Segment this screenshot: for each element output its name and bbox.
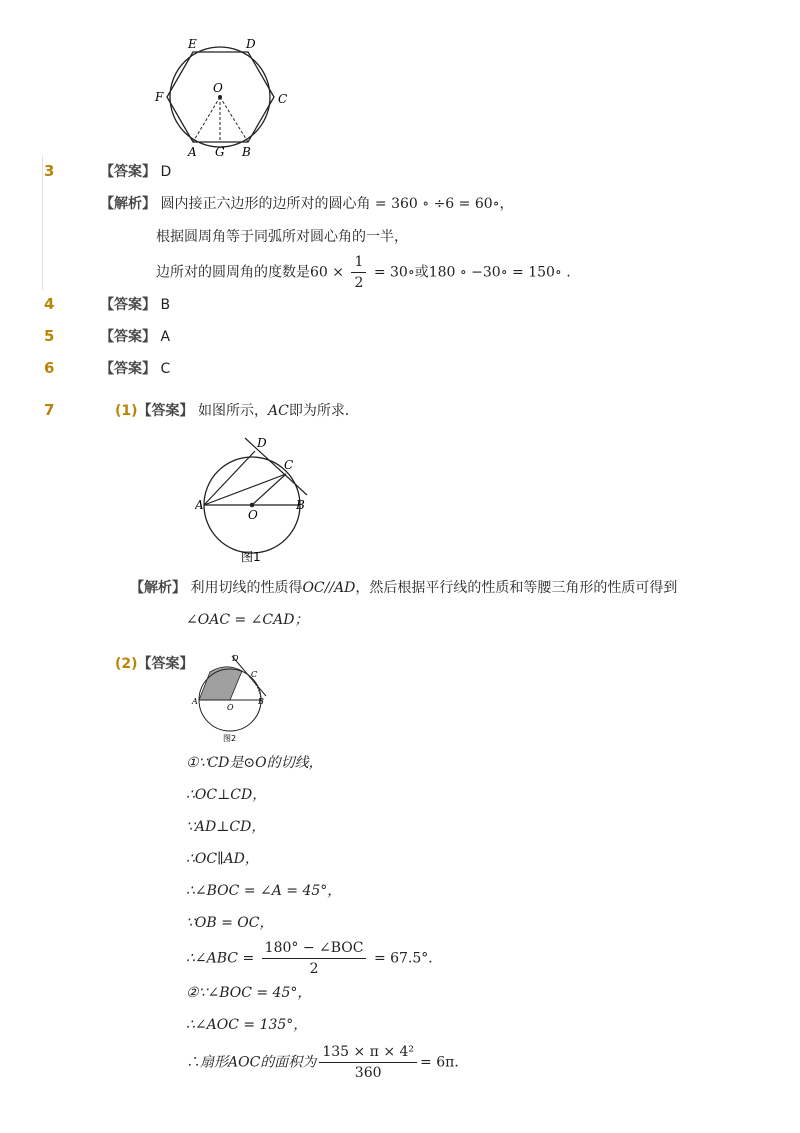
fig1-label-B: B	[296, 498, 305, 512]
q7-s7-pre: ∴∠ABC =	[186, 950, 255, 967]
q3-l3-or: 或	[414, 264, 429, 281]
fraction-abc	[262, 938, 367, 979]
q3-l3-mid: = 30∘	[373, 264, 415, 281]
q4-answer: B	[160, 297, 171, 313]
analysis-label: 【解析】	[100, 196, 156, 212]
q7-step-10	[186, 1042, 468, 1083]
q3-answer-row	[100, 162, 171, 182]
left-rule	[42, 155, 43, 290]
q7-step-8: ②∵∠BOC = 45°，	[186, 985, 312, 1001]
label-G: G	[215, 145, 225, 159]
q7-s10-post: = 6π．	[420, 1054, 469, 1071]
question-number-6: 6	[44, 359, 55, 377]
fraction-area	[319, 1042, 417, 1083]
fig2-label-B: B	[258, 697, 264, 706]
question-number-7: 7	[44, 401, 55, 419]
q7-step-9: ∴∠AOC = 135°，	[186, 1017, 308, 1033]
q7-step-3: ∵AD⊥CD，	[186, 819, 266, 835]
fraction-numerator: 135 × π × 4²	[319, 1042, 417, 1063]
q3-l1-text: 圆内接正六边形的边所对的圆心角	[160, 196, 371, 212]
q6-answer: C	[160, 361, 171, 377]
q5-answer: A	[160, 329, 171, 345]
analysis-label: 【解析】	[130, 580, 186, 596]
q3-l3-pre: 60 ×	[310, 264, 344, 281]
label-F: F	[155, 90, 164, 104]
figure-2-diagram	[190, 652, 275, 747]
q7-an-post: ，然后根据平行线的性质和等腰三角形的性质可得到	[355, 580, 678, 596]
answer-label: 【答案】	[137, 656, 194, 672]
fraction-half	[351, 252, 366, 293]
q7-analysis-line1	[130, 578, 677, 598]
q3-l1-math: = 360 ∘ ÷6 = 60∘，	[374, 196, 514, 212]
label-B: B	[242, 145, 251, 159]
q7-step-2: ∴OC⊥CD，	[186, 787, 267, 803]
part2-label: (2)	[115, 656, 138, 672]
q7-p1-post: 即为所求．	[288, 403, 359, 419]
fig1-label-A: A	[195, 498, 204, 512]
q3-analysis-line2: 根据圆周角等于同弧所对圆心角的一半，	[156, 229, 408, 245]
fig2-label-C: C	[251, 670, 258, 679]
q6-answer-row	[100, 359, 170, 379]
q7-analysis-line2: ∠OAC = ∠CAD；	[186, 612, 309, 628]
q3-analysis-line1	[100, 194, 514, 214]
figure-1-diagram	[195, 433, 320, 568]
q7-s10-pre: ∴扇形AOC的面积为	[186, 1054, 317, 1071]
q4-answer-row	[100, 295, 170, 315]
fraction-numerator: 180° − ∠BOC	[262, 938, 367, 959]
hexagon-circle-figure	[150, 32, 300, 162]
q3-l3-text: 边所对的圆周角的度数是	[156, 264, 310, 281]
answer-label: 【答案】	[100, 329, 156, 345]
fig2-label-D: D	[232, 654, 239, 663]
part1-label: (1)	[115, 403, 138, 419]
q7-an-pre: 利用切线的性质得	[190, 580, 303, 596]
q7-step-5: ∴∠BOC = ∠A = 45°，	[186, 883, 342, 899]
q7-part1-answer	[115, 401, 359, 421]
q7-step-6: ∵OB = OC，	[186, 915, 274, 931]
fig1-caption: 图1	[241, 550, 261, 564]
fig2-label-O: O	[227, 703, 234, 712]
fraction-denominator: 2	[309, 961, 319, 977]
q3-l3-post: 180 ∘ −30∘ = 150∘ .	[428, 264, 571, 281]
shaded-sector	[199, 667, 242, 700]
fraction-denominator: 2	[354, 275, 364, 291]
answer-label: 【答案】	[100, 361, 156, 377]
q7-an-math: OC//AD	[302, 580, 356, 596]
q7-p1-pre: 如图所示，	[198, 403, 268, 419]
label-A: A	[188, 145, 197, 159]
question-number-3: 3	[44, 162, 55, 180]
label-E: E	[188, 37, 197, 51]
q7-p1-math: AC	[268, 403, 289, 419]
q7-s7-post: = 67.5°．	[373, 950, 443, 967]
fig1-label-O: O	[248, 508, 258, 522]
fig1-label-C: C	[284, 458, 294, 472]
label-D: D	[246, 37, 256, 51]
question-number-4: 4	[44, 295, 55, 313]
label-O: O	[213, 81, 223, 95]
q3-answer: D	[160, 164, 172, 180]
q5-answer-row	[100, 327, 170, 347]
answer-label: 【答案】	[100, 297, 156, 313]
fig1-label-D: D	[257, 436, 267, 450]
q3-analysis-line3	[156, 252, 571, 293]
fraction-denominator: 360	[354, 1065, 382, 1081]
question-number-5: 5	[44, 327, 55, 345]
answer-label: 【答案】	[100, 164, 156, 180]
fig2-caption: 图2	[223, 734, 237, 743]
label-C: C	[278, 92, 288, 106]
fig2-label-A: A	[192, 697, 198, 706]
q7-step-4: ∴OC∥AD，	[186, 851, 259, 867]
answer-label: 【答案】	[137, 403, 194, 419]
q7-step-1: ①∵CD是⊙O的切线，	[186, 755, 323, 771]
fraction-numerator: 1	[351, 252, 366, 273]
q7-part2-answer	[115, 654, 194, 674]
q7-step-7	[186, 938, 442, 979]
